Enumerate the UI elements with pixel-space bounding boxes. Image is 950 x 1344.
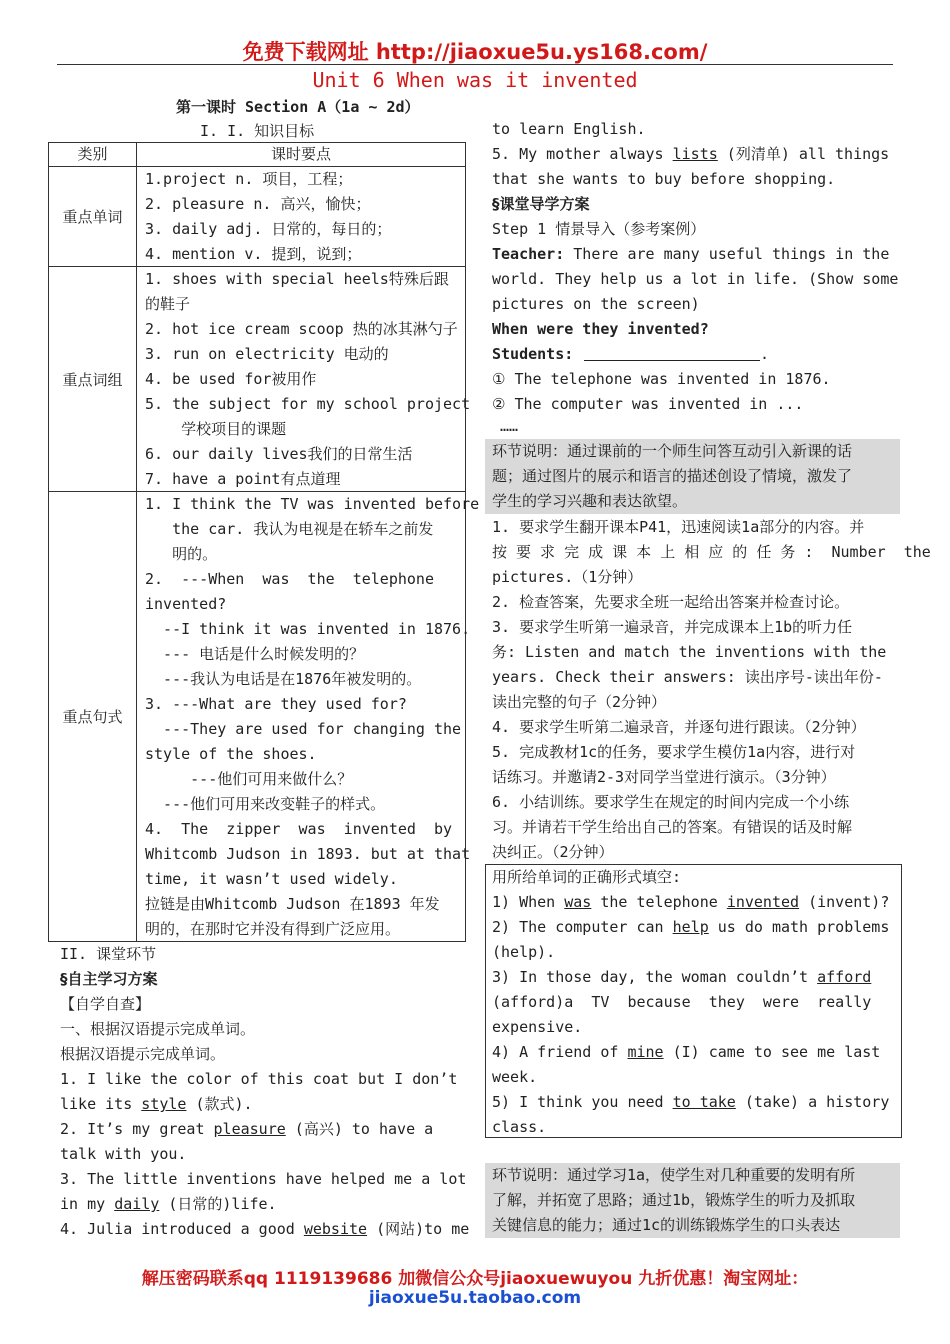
- table-line: 4. mention v. 提到，说到；: [145, 245, 362, 263]
- table-header-points: 课时要点: [137, 143, 466, 167]
- table-cell: [137, 492, 480, 941]
- step-line: pictures.（1分钟）: [492, 568, 643, 586]
- text-line: ② The computer was invented in ...: [492, 395, 804, 413]
- note-line: 了解，并拓宽了思路；通过1b，锻炼学生的听力及抓取: [492, 1191, 856, 1209]
- table-line: 1. shoes with special heels特殊后跟: [145, 270, 449, 288]
- step-line: 3. 要求学生听第一遍录音，并完成课本上1b的听力任: [492, 618, 853, 636]
- knowledge-heading: I. I. 知识目标: [200, 122, 315, 140]
- table-line: 3. ---What are they used for?: [145, 695, 407, 713]
- exercise-line: 3. The little inventions have helped me a lot: [60, 1170, 467, 1188]
- table-line: 2. pleasure n. 高兴，愉快；: [145, 195, 371, 213]
- table-line: invented?: [145, 595, 227, 613]
- exercise-line: 1) When was the telephone invented (invent)?: [492, 893, 890, 911]
- table-line: 1. I think the TV was invented before: [145, 495, 480, 513]
- table-line: Whitcomb Judson in 1893. but at that: [145, 845, 471, 863]
- answer: was: [564, 893, 592, 911]
- answer: to take: [672, 1093, 736, 1111]
- answer: lists: [672, 145, 718, 163]
- step-line: 习。并请若干学生给出自己的答案。有错误的话及时解: [492, 818, 853, 836]
- step-line: 务: Listen and match the inventions with the: [492, 643, 887, 661]
- exercise-line: class.: [492, 1118, 547, 1136]
- step-line: 决纠正。（2分钟）: [492, 843, 614, 861]
- table-line: 6. our daily lives我们的日常生活: [145, 445, 413, 463]
- step-line: 6. 小结训练。要求学生在规定的时间内完成一个小练: [492, 793, 850, 811]
- table-category: 重点单词: [49, 167, 137, 267]
- lesson-title: 第一课时 Section A（1a ~ 2d）: [176, 98, 420, 116]
- table-line: 明的，在那时它并没有得到广泛应用。: [145, 920, 401, 938]
- table-line: 3. run on electricity 电动的: [145, 345, 389, 363]
- step-line: 读出完整的句子（2分钟）: [492, 693, 667, 711]
- answer: help: [672, 918, 709, 936]
- note-box: [485, 1163, 900, 1238]
- answer: mine: [627, 1043, 664, 1061]
- table-category: 重点句式: [49, 492, 137, 942]
- table-line: 4. be used for被用作: [145, 370, 317, 388]
- exercise-line: like its style (款式).: [60, 1095, 253, 1113]
- table-line: 3. daily adj. 日常的，每日的；: [145, 220, 392, 238]
- exercise-line: expensive.: [492, 1018, 583, 1036]
- step-line: 2. 检查答案，先要求全班一起给出答案并检查讨论。: [492, 593, 850, 611]
- text-line: world. They help us a lot in life. (Show some: [492, 270, 899, 288]
- text-line: Teacher: There are many useful things in the: [492, 245, 890, 263]
- answer: daily: [114, 1195, 160, 1213]
- step-line: 1. 要求学生翻开课本P41，迅速阅读1a部分的内容。并: [492, 518, 865, 536]
- answer: style: [141, 1095, 187, 1113]
- note-line: 题；通过图片的展示和语言的描述创设了情境，激发了: [492, 467, 853, 485]
- table-line: --I think it was invented in 1876.: [145, 620, 471, 638]
- table-line: 5. the subject for my school project: [145, 395, 471, 413]
- step-line: years. Check their answers: 读出序号-读出年份-: [492, 668, 883, 686]
- text-line: pictures on the screen): [492, 295, 700, 313]
- table-category: 重点词组: [49, 267, 137, 492]
- exercise-line: week.: [492, 1068, 538, 1086]
- exercise-line: 5) I think you need to take (take) a history: [492, 1093, 890, 1111]
- exercise-line: 4. Julia introduced a good website (网站)to me: [60, 1220, 470, 1238]
- text-line: to learn English.: [492, 120, 646, 138]
- task-instruction: 根据汉语提示完成单词。: [60, 1045, 226, 1063]
- exercise-line: (afford)a TV because they were really: [492, 993, 872, 1011]
- exercise-line: in my daily (日常的)life.: [60, 1195, 277, 1213]
- exercise-line: talk with you.: [60, 1145, 187, 1163]
- ellipsis: ……: [500, 417, 519, 435]
- exercise-line: 4) A friend of mine (I) came to see me last: [492, 1043, 881, 1061]
- blank-end: .: [760, 345, 770, 363]
- table-line: ---他们可用来改变鞋子的样式。: [145, 795, 386, 813]
- question-line: When were they invented?: [492, 320, 709, 338]
- table-cell: [137, 267, 471, 491]
- exercise-line: 1. I like the color of this coat but I don’t: [60, 1070, 458, 1088]
- table-line: the car. 我认为电视是在轿车之前发: [145, 520, 434, 538]
- section-heading: II. 课堂环节: [60, 945, 157, 963]
- table-line: 学校项目的课题: [145, 420, 287, 438]
- table-cell: [137, 167, 465, 266]
- step-heading: Step 1 情景导入（参考案例）: [492, 220, 706, 238]
- table-line: ---They are used for changing the: [145, 720, 462, 738]
- guide-heading: §课堂导学方案: [492, 195, 590, 213]
- note-line: 环节说明：通过学习1a，使学生对几种重要的发明有所: [492, 1166, 856, 1184]
- table-line: 7. have a point有点道理: [145, 470, 341, 488]
- header-title: 免费下载网址 http://jiaoxue5u.ys168.com/: [242, 40, 708, 64]
- self-study-heading: §自主学习方案: [60, 970, 158, 988]
- answer: invented: [726, 893, 800, 911]
- step-line: 5. 完成教材1c的任务，要求学生模仿1a内容，进行对: [492, 743, 856, 761]
- table-line: 1.project n. 项目，工程；: [145, 170, 353, 188]
- header-divider: [57, 64, 893, 65]
- students-label: Students:: [492, 345, 574, 363]
- footer-contact: 解压密码联系qq 1119139686 加微信公众号jiaoxuewuyou 九折优惠！淘宝网址：: [141, 1269, 809, 1289]
- text-line: that she wants to buy before shopping.: [492, 170, 836, 188]
- self-check-heading: 【自学自查】: [60, 995, 151, 1013]
- knowledge-table: [48, 142, 480, 942]
- task-instruction: 一、根据汉语提示完成单词。: [60, 1020, 256, 1038]
- unit-title: Unit 6 When was it invented: [312, 68, 638, 92]
- note-line: 学生的学习兴趣和表达欲望。: [492, 492, 688, 510]
- answer: website: [303, 1220, 368, 1238]
- table-line: 拉链是由Whitcomb Judson 在1893 年发: [145, 895, 440, 913]
- note-line: 环节说明：通过课前的一个师生问答互动引入新课的话: [492, 442, 853, 460]
- text-line: ① The telephone was invented in 1876.: [492, 370, 831, 388]
- table-line: 4. The zipper was invented by: [145, 820, 453, 838]
- table-line: time, it wasn’t used widely.: [145, 870, 398, 888]
- table-line: 2. hot ice cream scoop 热的冰其淋勺子: [145, 320, 458, 338]
- footer-url: jiaoxue5u.taobao.com: [368, 1288, 582, 1308]
- table-header-category: 类别: [49, 143, 137, 167]
- note-box: [485, 439, 900, 514]
- table-line: 的鞋子: [145, 295, 191, 313]
- step-line: 话练习。并邀请2-3对同学当堂进行演示。（3分钟）: [492, 768, 836, 786]
- note-line: 关键信息的能力；通过1c的训练锻炼学生的口头表达: [492, 1216, 841, 1234]
- answer-blank: [584, 360, 760, 361]
- exercise-line: 2. It’s my great pleasure (高兴) to have a: [60, 1120, 434, 1138]
- exercise-line: 3) In those day, the woman couldn’t afford: [492, 968, 872, 986]
- table-line: style of the shoes.: [145, 745, 317, 763]
- answer: pleasure: [213, 1120, 286, 1138]
- table-line: 2. ---When was the telephone: [145, 570, 434, 588]
- table-line: ---我认为电话是在1876年被发明的。: [145, 670, 422, 688]
- answer: afford: [817, 968, 872, 986]
- step-line: 按 要 求 完 成 课 本 上 相 应 的 任 务 : Number the: [492, 543, 931, 561]
- exercise-title: 用所给单词的正确形式填空:: [492, 868, 682, 886]
- table-line: ---他们可用来做什么？: [145, 770, 353, 788]
- exercise-line: (help).: [492, 943, 556, 961]
- exercise-line: 2) The computer can help us do math problems: [492, 918, 890, 936]
- table-line: --- 电话是什么时候发明的？: [145, 645, 365, 663]
- step-line: 4. 要求学生听第二遍录音，并逐句进行跟读。（2分钟）: [492, 718, 866, 736]
- text-line: 5. My mother always lists (列清单) all things: [492, 145, 890, 163]
- table-line: 明的。: [145, 545, 218, 563]
